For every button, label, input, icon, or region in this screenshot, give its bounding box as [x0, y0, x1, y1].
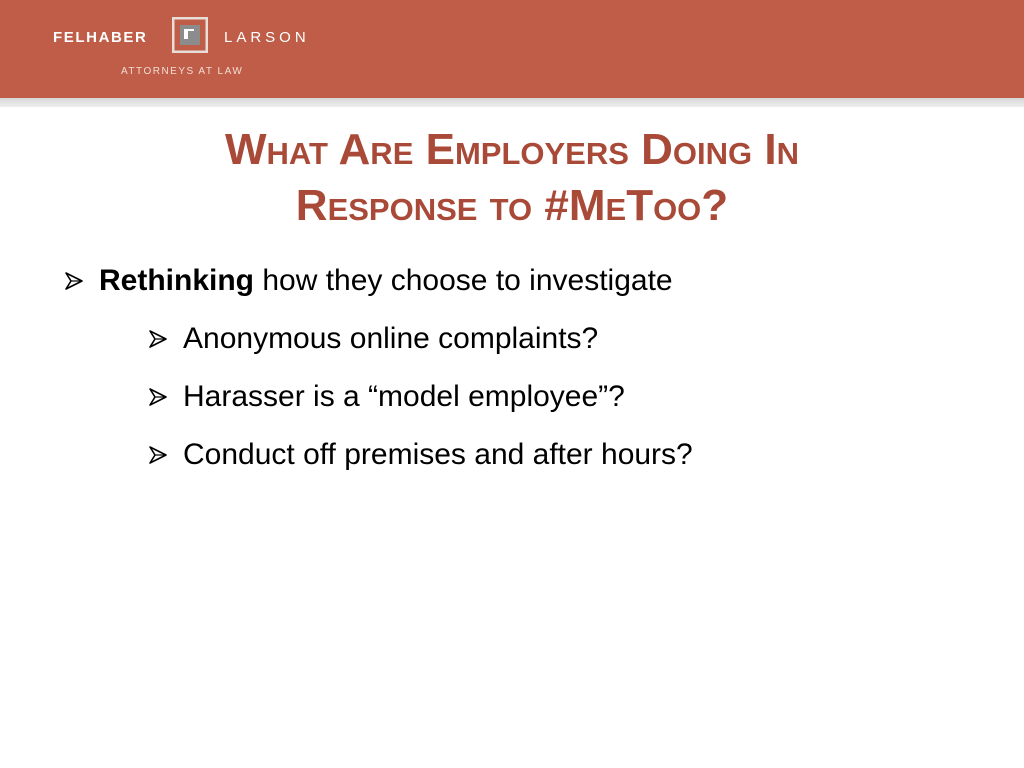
bullet-item-3 [147, 380, 625, 414]
header-divider [0, 98, 1024, 107]
title-line-1: What Are Employers Doing In [225, 125, 799, 174]
bullet-text: Anonymous online complaints? [183, 322, 599, 355]
arrow-bullet-icon [147, 386, 169, 408]
slide-title [0, 122, 1024, 234]
bullet-text: Harasser is a “model employee”? [183, 380, 625, 413]
brand-right: LARSON [224, 29, 310, 46]
bullet-item-4 [147, 438, 693, 472]
arrow-bullet-icon [147, 444, 169, 466]
bullet-text: how they choose to investigate [254, 264, 673, 297]
bullet-item-1 [63, 264, 673, 298]
logo-icon [172, 17, 208, 53]
arrow-bullet-icon [63, 270, 85, 292]
bullet-item-2 [147, 322, 598, 356]
bullet-bold-text: Rethinking [99, 264, 254, 297]
bullet-text: Conduct off premises and after hours? [183, 438, 693, 471]
header-band [0, 0, 1024, 98]
brand-left: FELHABER [53, 29, 148, 46]
title-line-2: Response to #MeToo? [295, 181, 729, 230]
arrow-bullet-icon [147, 328, 169, 350]
brand-tagline: ATTORNEYS AT LAW [121, 66, 244, 77]
